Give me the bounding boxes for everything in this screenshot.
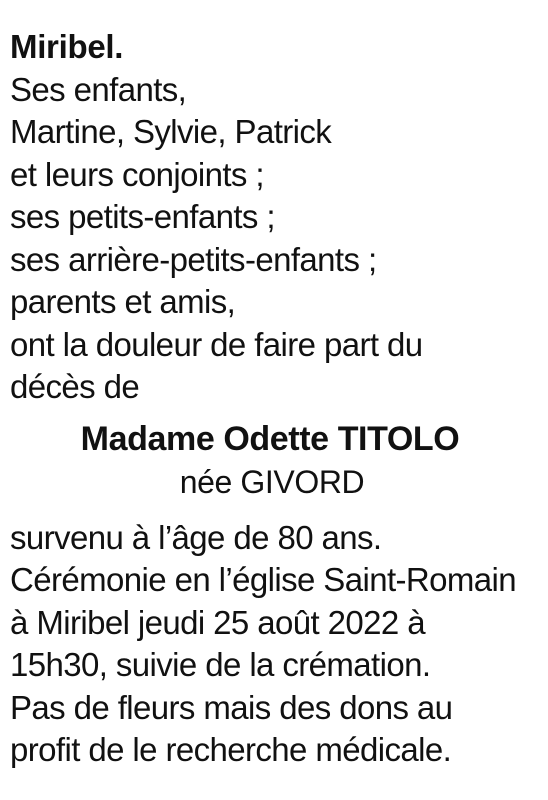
detail-line: survenu à l’âge de 80 ans. bbox=[10, 518, 382, 556]
family-line: décès de bbox=[10, 368, 140, 405]
maiden-name: née GIVORD bbox=[179, 463, 365, 500]
detail-line: 15h30, suivie de la crémation. bbox=[10, 646, 431, 683]
family-line: ses petits-enfants ; bbox=[10, 198, 275, 235]
deceased-name: Madame Odette TITOLO bbox=[80, 419, 460, 458]
family-line: ont la douleur de faire part du bbox=[10, 325, 423, 363]
family-line: Martine, Sylvie, Patrick bbox=[10, 113, 332, 150]
family-announcement bbox=[10, 69, 544, 409]
family-line: parents et amis, bbox=[10, 283, 236, 320]
family-line: ses arrière-petits-enfants ; bbox=[10, 240, 377, 278]
detail-line: Pas de fleurs mais des dons au bbox=[10, 688, 453, 726]
family-line: Ses enfants, bbox=[10, 70, 187, 108]
place-heading: Miribel. bbox=[10, 28, 124, 65]
ceremony-details bbox=[10, 517, 544, 772]
obituary-notice bbox=[10, 26, 544, 772]
detail-line: à Miribel jeudi 25 août 2022 à bbox=[10, 603, 425, 641]
detail-line: profit de le recherche médicale. bbox=[10, 731, 452, 768]
family-line: et leurs conjoints ; bbox=[10, 155, 264, 193]
detail-line: Cérémonie en l’église Saint-Romain bbox=[10, 561, 517, 598]
